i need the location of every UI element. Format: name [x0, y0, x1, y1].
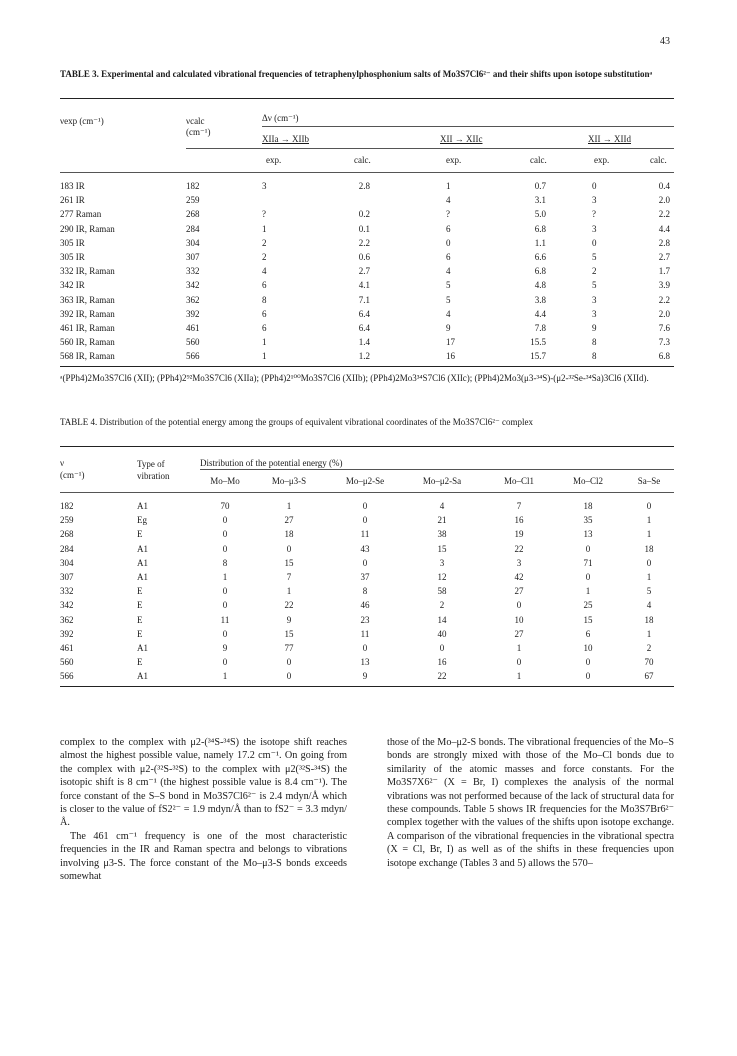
- table3-cell: 4: [262, 266, 267, 277]
- table4-nu: 307: [60, 572, 74, 582]
- table4-nu: 332: [60, 586, 74, 597]
- table4-caption: TABLE 4. Distribution of the potential energy among the groups of equivalent vibrational coordinates of the Mo3S7Cl6²⁻ complex: [60, 417, 533, 427]
- table4-cell: 0: [646, 557, 652, 568]
- table3-cell: 1: [262, 337, 267, 348]
- table4-cell: 1: [646, 515, 652, 526]
- table4-nu: 461: [60, 643, 74, 653]
- table3-cell: 560 IR, Raman: [60, 337, 115, 348]
- table3-cell: 2.7: [658, 252, 670, 262]
- table3-cell: 6: [262, 323, 267, 333]
- table4-cell: 77: [284, 643, 294, 653]
- header-group-xii-xiid: XII → XIId: [588, 134, 631, 144]
- table3-cell: 3: [262, 181, 267, 191]
- table3-cell: 3: [592, 308, 597, 319]
- body-paragraph: those of the Mo–μ2-S bonds. The vibrational frequencies of the Mo–S bonds are strongly mixed with those of the Mo–Cl bonds due to similarity of the atomic masses and force constants. For the Mo3S7X6²⁻ (X = Br, I) complexes the analysis of the normal vibrations was not performed because of the lack of structural data for these compounds. Table 5 shows IR frequencies for the Mo3S7Br6²⁻ complex together with the values of the shifts upon isotope exchange. A comparison of the vibrational frequencies in the vibrational spectra (X = Cl, Br, I) as well as of the shifts in these frequencies upon isotope exchange (Tables 3 and 5) allows the 570–: [387, 737, 674, 869]
- header-vcalc: νcalc (cm⁻¹): [186, 116, 211, 137]
- table4-cell: 27: [514, 586, 524, 597]
- table4-cell: 14: [437, 614, 447, 625]
- table4-cell: 0: [516, 657, 522, 668]
- table3-cell: 392: [186, 308, 200, 319]
- table3-cell: 6.4: [358, 323, 370, 333]
- table3-cell: ?: [262, 209, 266, 220]
- table4-cell: 15: [583, 614, 593, 625]
- table3-cell: 8: [262, 294, 267, 305]
- table3-cell: 2.8: [658, 237, 670, 248]
- table3-cell: 6: [446, 252, 451, 262]
- table3-cell: 7.3: [658, 337, 670, 348]
- table3-cell: 6.8: [534, 223, 546, 234]
- header-subrule: [262, 126, 674, 127]
- table3-cell: 1.7: [658, 266, 670, 277]
- table3-cell: 0.4: [658, 181, 670, 191]
- table3-cell: 560: [186, 337, 200, 348]
- table4-cell: 11: [360, 628, 370, 639]
- table3-cell: 2: [592, 266, 597, 277]
- table3-cell: 2.8: [358, 181, 370, 191]
- table3-cell: 2.7: [358, 266, 370, 277]
- table4-cell: 0: [222, 543, 228, 554]
- table4-cell: 4: [439, 501, 445, 511]
- table3-cell: 2.2: [658, 294, 670, 305]
- table4-nu: 268: [60, 529, 74, 540]
- table3-footnote: ᵃ(PPh4)2Mo3S7Cl6 (XII); (PPh4)2⁹²Mo3S7Cl6 (XIIa); (PPh4)2¹⁰⁰Mo3S7Cl6 (XIIb); (PPh4)2Mo3³⁴S7Cl6 (XIIc); (PPh4)2Mo3(μ3-³⁴S)-(μ2-³²Se-³⁴Sa)3Cl6 (XIId).: [60, 373, 649, 383]
- table3-cell: 362: [186, 294, 200, 305]
- table3-cell: 342: [186, 280, 200, 291]
- table3-cell: 305 IR: [60, 237, 85, 248]
- body-paragraph: complex to the complex with μ2-(³⁴S-³⁴S) the isotope shift reaches almost the highest possible value, namely 17.2 cm⁻¹. On going from the complex with μ2-(³²S-³²S) to the complex with μ2(³²S-³⁴S) the isotopic shift is 8 cm⁻¹ (the highest possible value is 8.4 cm⁻¹). The force constant of the S–S bond in Mo3S7Cl6²⁻ is 2.4 mdyn/Å which is closer to the value of fS2²⁻ = 1.9 mdyn/Å than to fS2⁻ = 3.3 mdyn/Å.: [60, 737, 347, 829]
- table3-cell: 342 IR: [60, 280, 85, 291]
- table3-cell: 4: [446, 308, 451, 319]
- table4-cell: 0: [516, 600, 522, 611]
- table4-column-header: Sa–Se: [637, 476, 661, 486]
- table4-cell: 0: [439, 643, 445, 653]
- body-right-column: [387, 736, 674, 870]
- table4-header-rule: [60, 492, 674, 493]
- body-paragraph: The 461 cm⁻¹ frequency is one of the most characteristic frequencies in the IR and Raman spectra and belongs to vibrations involving μ3-S. The force constant of the Mo–μ3-S bonds exceeds somewhat: [60, 830, 347, 883]
- table3-cell: 15.7: [530, 351, 546, 362]
- table3-cell: 0: [446, 237, 451, 248]
- table4-cell: 38: [437, 529, 447, 540]
- table3-cell: 568 IR, Raman: [60, 351, 115, 362]
- table4-cell: 58: [437, 586, 447, 597]
- table3-cell: 3.1: [534, 195, 546, 206]
- table4-cell: 11: [360, 529, 370, 540]
- table3-bottom-rule: [60, 366, 674, 367]
- table3-cell: 2.2: [658, 209, 670, 220]
- table3-cell: 7.6: [658, 323, 670, 333]
- table4-vibration-type: Eg: [137, 515, 147, 526]
- table4-cell: 25: [583, 600, 593, 611]
- table4-cell: 7: [516, 501, 522, 511]
- table3-cell: 6.8: [658, 351, 670, 362]
- table3-cell: 9: [592, 323, 597, 333]
- table3-cell: 4.4: [534, 308, 546, 319]
- table4-column-header: Mo–μ3-S: [271, 476, 307, 486]
- table4-bottom-rule: [60, 686, 674, 687]
- table4-column-header: Mo–Cl2: [572, 476, 603, 486]
- table3-cell: 15.5: [530, 337, 546, 348]
- table3-cell: 9: [446, 323, 451, 333]
- table4-cell: 15: [284, 628, 294, 639]
- table4-cell: 0: [222, 529, 228, 540]
- header-calc-3: calc.: [650, 155, 667, 165]
- table4-cell: 2: [646, 643, 652, 653]
- table4-cell: 11: [220, 614, 230, 625]
- table4-cell: 0: [646, 501, 652, 511]
- table3-cell: 259: [186, 195, 200, 206]
- table3-cell: 3.8: [534, 294, 546, 305]
- table3-cell: 0: [592, 181, 597, 191]
- table4-vibration-type: A1: [137, 643, 148, 653]
- body-left-column: [60, 736, 347, 883]
- header-type-of-vibration: Type of vibration: [137, 459, 170, 481]
- table4-cell: 1: [585, 586, 591, 597]
- table4-cell: 27: [514, 628, 524, 639]
- table4-vibration-type: A1: [137, 543, 148, 554]
- table4-cell: 43: [360, 543, 370, 554]
- table4-cell: 0: [222, 657, 228, 668]
- table4-cell: 22: [284, 600, 294, 611]
- header-nu-unit: (cm⁻¹): [60, 470, 85, 480]
- table3-cell: 3: [592, 294, 597, 305]
- table4-cell: 37: [360, 572, 370, 582]
- table3-cell: 183 IR: [60, 181, 85, 191]
- table4-cell: 3: [439, 557, 445, 568]
- table3-cell: 363 IR, Raman: [60, 294, 115, 305]
- table3-cell: 2: [262, 237, 267, 248]
- table4-cell: 0: [222, 628, 228, 639]
- table3-cell: 305 IR: [60, 252, 85, 262]
- table4-cell: 1: [516, 643, 522, 653]
- table3-cell: 8: [592, 337, 597, 348]
- table3-cell: 182: [186, 181, 200, 191]
- table4-cell: 70: [644, 657, 654, 668]
- table4-cell: 46: [360, 600, 370, 611]
- table4-cell: 13: [360, 657, 370, 668]
- table4-cell: 6: [585, 628, 591, 639]
- table3-cell: 4.8: [534, 280, 546, 291]
- table3-cell: 304: [186, 237, 200, 248]
- table3-top-rule: [60, 98, 674, 99]
- table4-vibration-type: E: [137, 628, 143, 639]
- table3-cell: 261 IR: [60, 195, 85, 206]
- table3-cell: 461 IR, Raman: [60, 323, 115, 333]
- table3-cell: 284: [186, 223, 200, 234]
- header-vexp: νexp (cm⁻¹): [60, 116, 104, 126]
- table3-cell: 0.7: [534, 181, 546, 191]
- table4-vibration-type: E: [137, 586, 143, 597]
- table4-cell: 9: [362, 671, 368, 682]
- header-distribution-rule: [200, 469, 674, 470]
- table3-cell: 6: [262, 280, 267, 291]
- header-nu: ν: [60, 458, 65, 468]
- table4-cell: 1: [286, 501, 292, 511]
- table3-cell: 1.1: [534, 237, 546, 248]
- header-group-xiia-xiib: XIIa → XIIb: [262, 134, 309, 144]
- table3-cell: 5: [592, 280, 597, 291]
- table4-nu: 284: [60, 543, 74, 554]
- table4-cell: 4: [646, 600, 652, 611]
- table3-cell: 2: [262, 252, 267, 262]
- table4-vibration-type: E: [137, 657, 143, 668]
- table4-cell: 0: [362, 501, 368, 511]
- table3-cell: 4.1: [358, 280, 370, 291]
- table4-cell: 15: [284, 557, 294, 568]
- table3-cell: 0.1: [358, 223, 370, 234]
- table4-cell: 1: [222, 671, 228, 682]
- table4-nu: 342: [60, 600, 74, 611]
- table4-nu: 259: [60, 515, 74, 526]
- table3-cell: ?: [592, 209, 596, 220]
- table3-cell: 7.1: [358, 294, 370, 305]
- table3-cell: 5.0: [534, 209, 546, 220]
- header-calc-1: calc.: [354, 155, 371, 165]
- table4-nu: 392: [60, 628, 74, 639]
- table4-cell: 1: [646, 628, 652, 639]
- header-exp-2: exp.: [446, 155, 462, 165]
- table4-cell: 40: [437, 628, 447, 639]
- table4-cell: 3: [516, 557, 522, 568]
- table4-cell: 13: [583, 529, 593, 540]
- table3-cell: 5: [446, 294, 451, 305]
- table4-cell: 0: [222, 600, 228, 611]
- table4-column-header: Mo–μ2-Sa: [422, 476, 462, 486]
- table3-cell: 307: [186, 252, 200, 262]
- table4-cell: 5: [646, 586, 652, 597]
- table3-cell: 1.2: [358, 351, 370, 362]
- table4-cell: 10: [514, 614, 524, 625]
- header-group-xii-xiic: XII → XIIc: [440, 134, 483, 144]
- table4-cell: 23: [360, 614, 370, 625]
- table3-cell: 7.8: [534, 323, 546, 333]
- table4-cell: 0: [286, 657, 292, 668]
- table4-cell: 18: [644, 543, 654, 554]
- table4-column-header: Mo–μ2-Se: [345, 476, 385, 486]
- header-delta-nu: Δν (cm⁻¹): [262, 113, 299, 123]
- table4-cell: 9: [286, 614, 292, 625]
- table4-nu: 560: [60, 657, 74, 668]
- table4-cell: 71: [583, 557, 593, 568]
- table3-cell: 4: [446, 266, 451, 277]
- table3-cell: 5: [446, 280, 451, 291]
- header-calc-2: calc.: [530, 155, 547, 165]
- table4-cell: 1: [516, 671, 522, 682]
- table4-cell: 16: [437, 657, 447, 668]
- table4-cell: 18: [644, 614, 654, 625]
- table4-vibration-type: E: [137, 614, 143, 625]
- table3-caption: TABLE 3. Experimental and calculated vibrational frequencies of tetraphenylphosphonium salts of Mo3S7Cl6²⁻ and their shifts upon isotope substitutionᵃ: [60, 69, 653, 79]
- table4-nu: 362: [60, 614, 74, 625]
- table3-cell: 268: [186, 209, 200, 220]
- table4-nu: 566: [60, 671, 74, 682]
- table4-cell: 0: [585, 657, 591, 668]
- table4-cell: 0: [362, 515, 368, 526]
- table4-cell: 0: [286, 671, 292, 682]
- table3-cell: 290 IR, Raman: [60, 223, 115, 234]
- table4-cell: 0: [362, 557, 368, 568]
- table4-cell: 16: [514, 515, 524, 526]
- table4-cell: 1: [286, 586, 292, 597]
- table3-cell: 5: [592, 252, 597, 262]
- table4-cell: 67: [644, 671, 654, 682]
- table4-vibration-type: A1: [137, 572, 148, 582]
- table4-nu: 182: [60, 501, 74, 511]
- table3-cell: 1: [262, 223, 267, 234]
- table4-vibration-type: A1: [137, 501, 148, 511]
- table3-cell: 1.4: [358, 337, 370, 348]
- table4-vibration-type: A1: [137, 671, 148, 682]
- table3-cell: 2.0: [658, 195, 670, 206]
- table3-cell: 2.2: [358, 237, 370, 248]
- table4-cell: 9: [222, 643, 228, 653]
- table4-cell: 0: [585, 572, 591, 582]
- table4-vibration-type: E: [137, 600, 143, 611]
- table4-cell: 1: [646, 572, 652, 582]
- header-distribution: Distribution of the potential energy (%): [200, 458, 343, 468]
- table4-cell: 70: [220, 501, 230, 511]
- table4-cell: 15: [437, 543, 447, 554]
- table4-top-rule: [60, 446, 674, 447]
- table4-cell: 22: [437, 671, 447, 682]
- table3-cell: 277 Raman: [60, 209, 102, 220]
- table3-cell: 6.8: [534, 266, 546, 277]
- table4-cell: 27: [284, 515, 294, 526]
- header-exp-3: exp.: [594, 155, 610, 165]
- table4-cell: 8: [222, 557, 228, 568]
- table4-cell: 42: [514, 572, 524, 582]
- page-number: 43: [660, 36, 670, 47]
- table3-cell: 4: [446, 195, 451, 206]
- table4-cell: 22: [514, 543, 524, 554]
- table3-cell: 2.0: [658, 308, 670, 319]
- table3-cell: 3.9: [658, 280, 670, 291]
- table3-cell: 17: [446, 337, 455, 348]
- table4-nu: 304: [60, 557, 74, 568]
- table3-cell: 1: [446, 181, 451, 191]
- table3-cell: 461: [186, 323, 200, 333]
- table4-cell: 0: [585, 671, 591, 682]
- table3-cell: ?: [446, 209, 450, 220]
- header-exp-1: exp.: [266, 155, 282, 165]
- table3-cell: 0: [592, 237, 597, 248]
- table3-cell: 3: [592, 195, 597, 206]
- table3-cell: 3: [592, 223, 597, 234]
- table4-cell: 1: [646, 529, 652, 540]
- table4-cell: 0: [286, 543, 292, 554]
- table4-cell: 0: [585, 543, 591, 554]
- table4-column-header: Mo–Cl1: [503, 476, 534, 486]
- table3-cell: 8: [592, 351, 597, 362]
- table4-vibration-type: E: [137, 529, 143, 540]
- table3-cell: 332: [186, 266, 200, 277]
- table3-cell: 0.2: [358, 209, 370, 220]
- table4-cell: 35: [583, 515, 593, 526]
- header-rule-mid: [186, 148, 674, 149]
- table4-cell: 18: [284, 529, 294, 540]
- table4-column-header: Mo–Mo: [210, 476, 240, 486]
- table3-header-rule: [60, 172, 674, 173]
- table3-cell: 0.6: [358, 252, 370, 262]
- table3-cell: 6: [446, 223, 451, 234]
- table4-cell: 10: [583, 643, 593, 653]
- table4-cell: 7: [286, 572, 292, 582]
- table4-cell: 12: [437, 572, 447, 582]
- table4-cell: 18: [583, 501, 593, 511]
- table3-cell: 4.4: [658, 223, 670, 234]
- table3-cell: 392 IR, Raman: [60, 308, 115, 319]
- table3-cell: 16: [446, 351, 455, 362]
- table4-cell: 2: [439, 600, 445, 611]
- table4-cell: 0: [222, 586, 228, 597]
- table3-cell: 1: [262, 351, 267, 362]
- table3-cell: 6.4: [358, 308, 370, 319]
- table4-cell: 0: [362, 643, 368, 653]
- table4-cell: 19: [514, 529, 524, 540]
- table3-cell: 6: [262, 308, 267, 319]
- table4-cell: 0: [222, 515, 228, 526]
- table4-cell: 8: [362, 586, 368, 597]
- table4-vibration-type: A1: [137, 557, 148, 568]
- table4-cell: 21: [437, 515, 447, 526]
- table3-cell: 6.6: [534, 252, 546, 262]
- table3-cell: 566: [186, 351, 200, 362]
- table4-cell: 1: [222, 572, 228, 582]
- table3-cell: 332 IR, Raman: [60, 266, 115, 277]
